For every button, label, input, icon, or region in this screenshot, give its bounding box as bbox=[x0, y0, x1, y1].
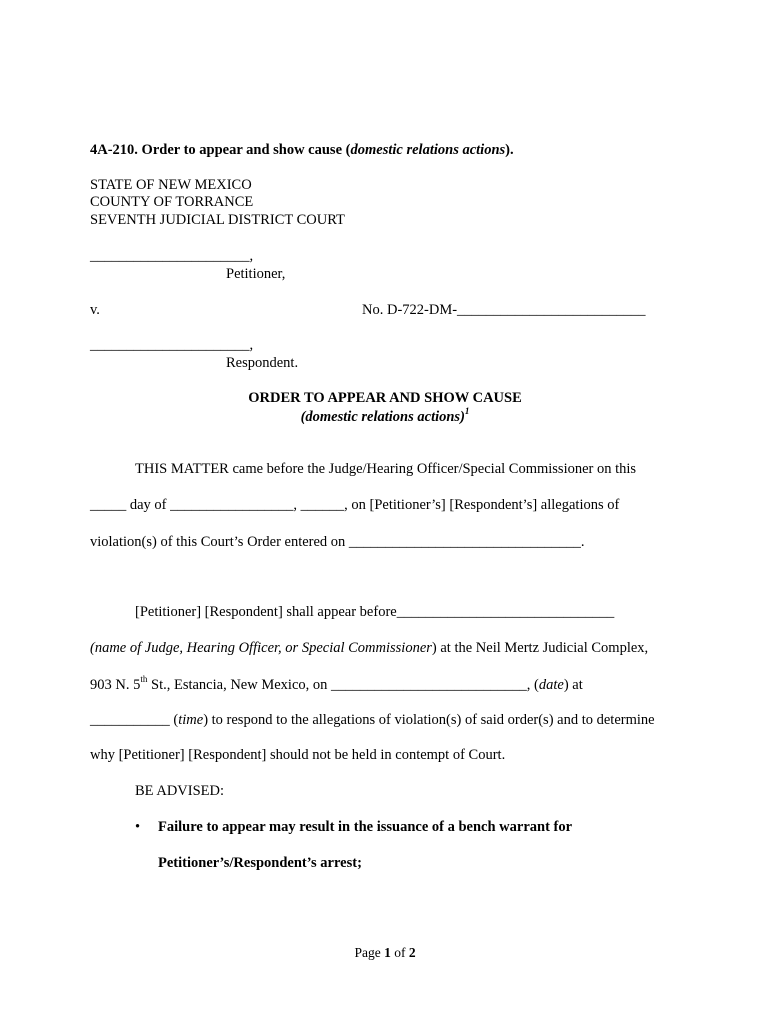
be-advised: BE ADVISED: bbox=[135, 783, 225, 799]
respondent-blank: ______________________, bbox=[90, 337, 254, 353]
page-current: 1 bbox=[384, 945, 391, 960]
order-subtitle bbox=[0, 406, 770, 426]
form-heading-suffix: ). bbox=[505, 142, 514, 158]
petitioner-label: Petitioner, bbox=[226, 266, 286, 282]
respondent-label: Respondent. bbox=[226, 355, 299, 371]
page-of: of bbox=[390, 945, 409, 960]
time-blank: ___________ ( bbox=[90, 712, 179, 728]
para2-line3-end: ) at bbox=[563, 677, 583, 693]
date-hint: date bbox=[538, 677, 564, 693]
para1-line2: _____ day of _________________, ______, on [Petitioner’s] [Respondent’s] allegations of bbox=[90, 497, 620, 513]
para2-line3 bbox=[90, 674, 583, 694]
ordinal-suffix: th bbox=[140, 674, 148, 685]
address-rest: St., Estancia, New Mexico, on ___________________________, ( bbox=[147, 677, 539, 693]
para2-line4 bbox=[90, 712, 655, 729]
bullet1-line1: Failure to appear may result in the issuance of a bench warrant for bbox=[158, 819, 573, 835]
para2-line1: [Petitioner] [Respondent] shall appear before______________________________ bbox=[135, 604, 615, 620]
judge-name-hint: (name of Judge, Hearing Officer, or Special Commissioner bbox=[90, 640, 432, 656]
para2-line5: why [Petitioner] [Respondent] should not be held in contempt of Court. bbox=[90, 747, 506, 763]
page-total: 2 bbox=[408, 945, 416, 960]
bullet1-line2: Petitioner’s/Respondent’s arrest; bbox=[158, 855, 362, 871]
form-heading-prefix: 4A-210. Order to appear and show cause ( bbox=[90, 142, 351, 158]
para2-line2-rest: ) at the Neil Mertz Judicial Complex, bbox=[431, 640, 649, 656]
versus: v. bbox=[90, 302, 100, 318]
page-word: Page bbox=[354, 945, 385, 960]
order-subtitle-text: (domestic relations actions) bbox=[300, 409, 465, 425]
para2-line2 bbox=[90, 640, 648, 657]
court-state: STATE OF NEW MEXICO bbox=[90, 177, 252, 193]
case-number: No. D-722-DM-__________________________ bbox=[362, 302, 646, 318]
para2-line4-rest: ) to respond to the allegations of violation(s) of said order(s) and to determine bbox=[203, 712, 655, 728]
form-heading-italic: domestic relations actions bbox=[350, 142, 506, 158]
order-title: ORDER TO APPEAR AND SHOW CAUSE bbox=[248, 390, 522, 406]
bullet-marker: • bbox=[135, 819, 141, 835]
para1-line1: THIS MATTER came before the Judge/Hearing Officer/Special Commissioner on this bbox=[135, 461, 637, 477]
page-footer bbox=[0, 944, 770, 961]
court-district: SEVENTH JUDICIAL DISTRICT COURT bbox=[90, 212, 345, 228]
para1-line3: violation(s) of this Court’s Order entered on ________________________________. bbox=[90, 534, 585, 550]
footnote-mark: 1 bbox=[464, 406, 470, 417]
court-county: COUNTY OF TORRANCE bbox=[90, 194, 254, 210]
address-number: 903 N. 5 bbox=[90, 677, 141, 693]
petitioner-blank: ______________________, bbox=[90, 248, 254, 264]
time-hint: time bbox=[178, 712, 204, 728]
form-heading bbox=[90, 142, 514, 159]
